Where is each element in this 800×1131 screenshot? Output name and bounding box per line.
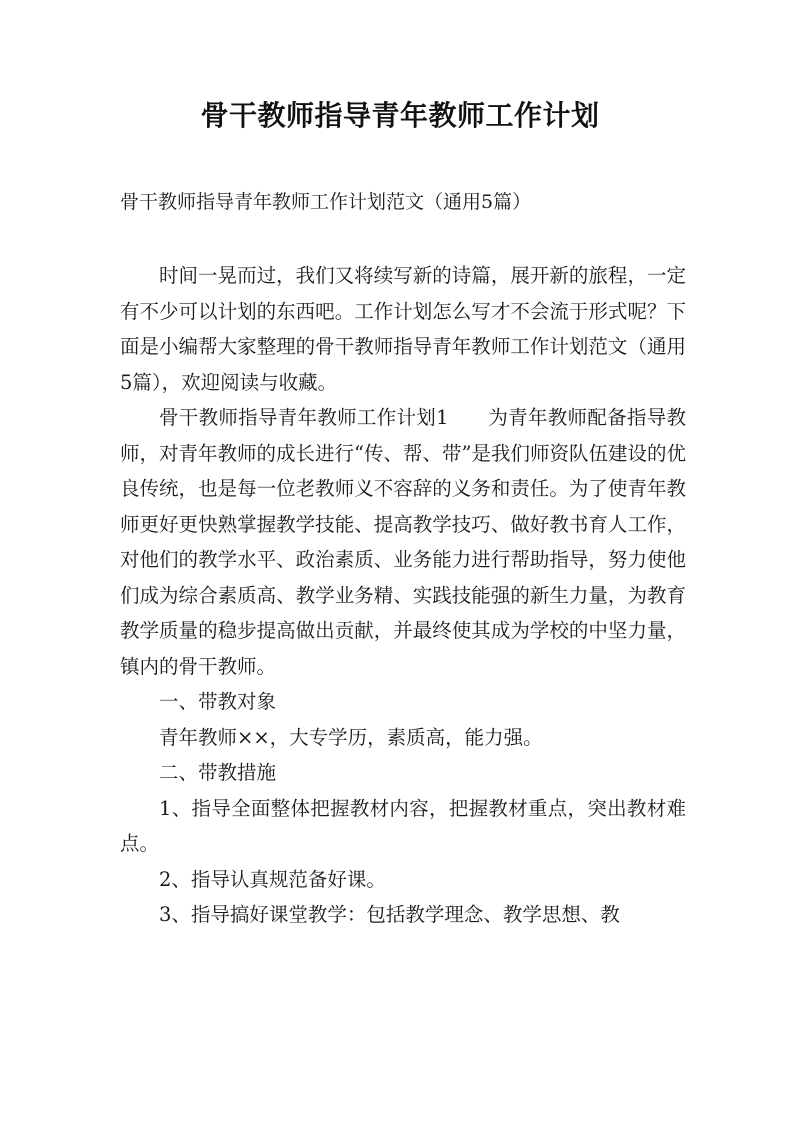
- target-description: 青年教师××，大专学历，素质高，能力强。: [159, 725, 543, 749]
- document-subtitle: 骨干教师指导青年教师工作计划范文（通用5篇）: [120, 191, 532, 213]
- document-body: [120, 258, 686, 933]
- section-heading-measures: 二、带教措施: [159, 761, 277, 784]
- section-heading-target: 一、带教对象: [159, 690, 277, 713]
- measure-item: 2、指导认真规范备好课。: [159, 867, 386, 891]
- plan-paragraph: 骨干教师指导青年教师工作计划1 为青年教师配备指导教师，对青年教师的成长进行“传、帮、带”是我们师资队伍建设的优良传统，也是每一位老教师义不容辞的义务和责任。为了使青年教师更好更快熟掌握教学技能、提高教学技巧、做好教书育人工作，对他们的教学水平、政治素质、业务能力进行帮助指导，努力使他们成为综合素质高、教学业务精、实践技能强的新生力量，为教育教学质量的稳步提高做出贡献，并最终使其成为学校的中坚力量，镇内的骨干教师。: [120, 406, 686, 678]
- measure-item: 1、指导全面整体把握教材内容，把握教材重点，突出教材难点。: [120, 796, 686, 855]
- document-title: 骨干教师指导青年教师工作计划: [200, 99, 600, 132]
- measure-item: 3、指导搞好课堂教学：包括教学理念、教学思想、教: [159, 903, 620, 926]
- intro-paragraph: 时间一晃而过，我们又将续写新的诗篇，展开新的旅程，一定有不少可以计划的东西吧。工作计划怎么写才不会流于形式呢？下面是小编帮大家整理的骨干教师指导青年教师工作计划范文（通用5篇），欢迎阅读与收藏。: [120, 264, 686, 394]
